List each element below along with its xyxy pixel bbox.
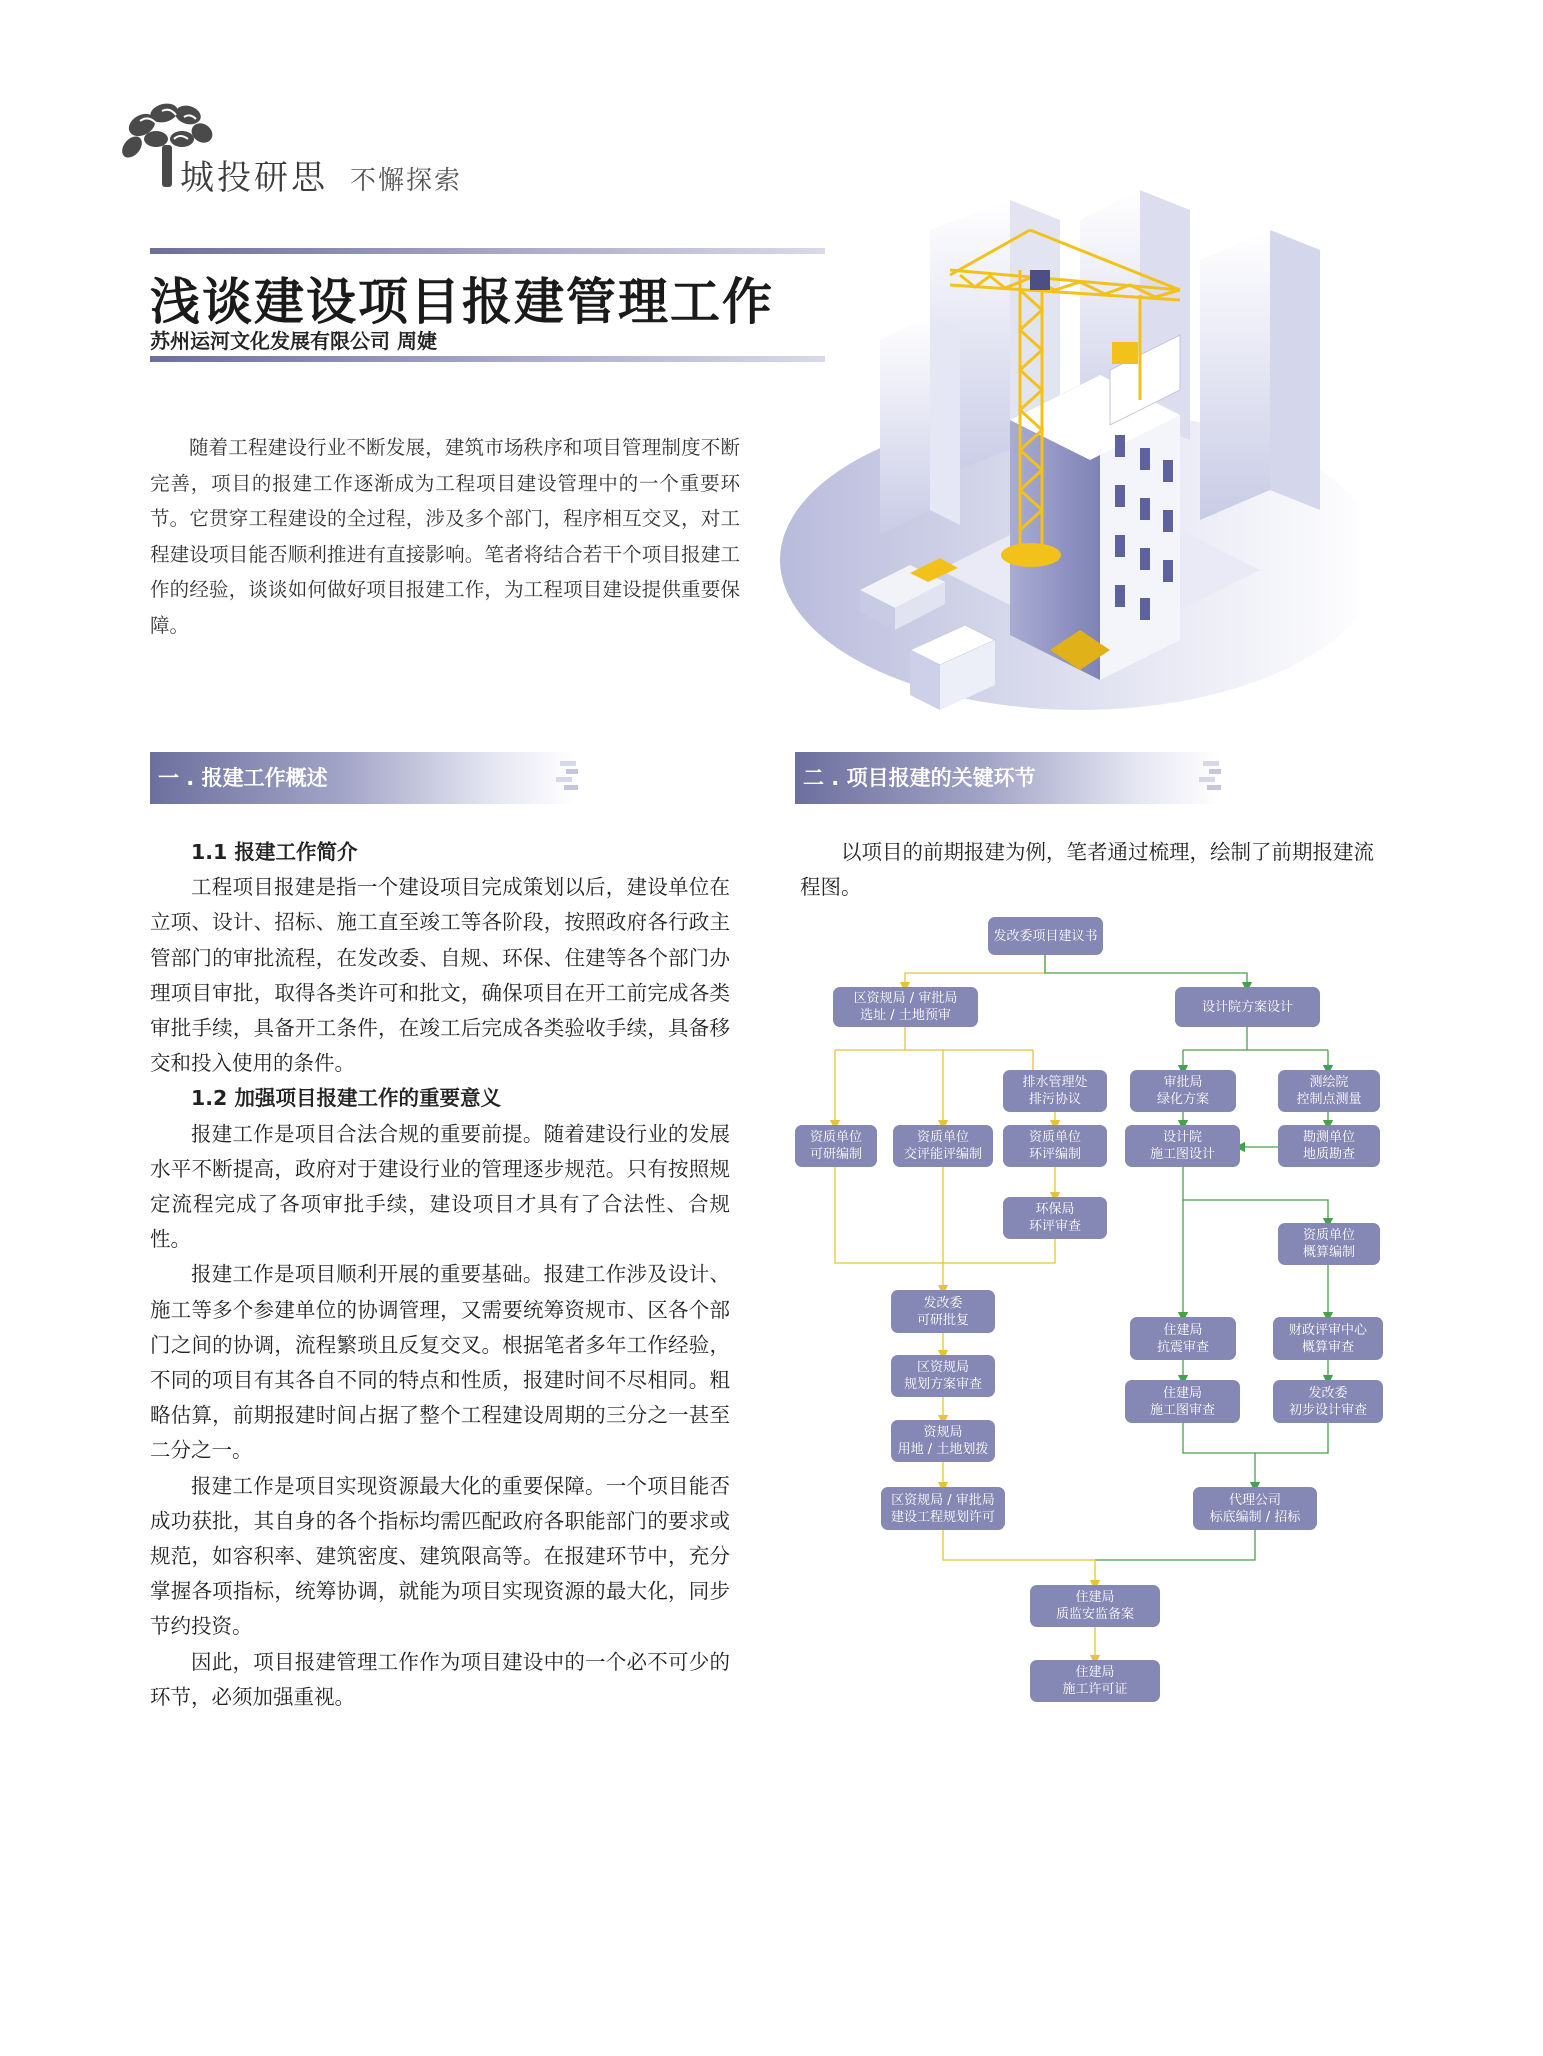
flow-node: 资质单位 环评编制 xyxy=(1003,1125,1107,1167)
flow-node: 发改委 可研批复 xyxy=(891,1290,995,1333)
abstract-paragraph: 随着工程建设行业不断发展，建筑市场秩序和项目管理制度不断完善，项目的报建工作逐渐成为工程项目建设管理中的一个重要环节。它贯穿工程建设的全过程，涉及多个部门，程序相互交叉，对工程建设项目能否顺利推进有直接影响。笔者将结合若干个项目报建工作的经验，谈谈如何做好项目报建工作，为工程项目建设提供重要保障。 xyxy=(150,436,740,637)
flow-node: 住建局 质监安监备案 xyxy=(1030,1585,1160,1627)
section-deco-icon xyxy=(1195,759,1223,797)
flow-node: 区资规局 / 审批局 选址 / 土地预审 xyxy=(833,987,978,1027)
paragraph: 报建工作是项目合法合规的重要前提。随着建设行业的发展水平不断提高，政府对于建设行业的管理逐步规范。只有按照规定流程完成了各项审批手续，建设项目才具有了合法性、合规性。 xyxy=(150,1121,730,1252)
section-heading-2: 二 . 项目报建的关键环节 xyxy=(795,752,1220,804)
flow-node: 住建局 抗震审查 xyxy=(1130,1317,1236,1360)
flow-node: 区资规局 规划方案审查 xyxy=(891,1355,995,1397)
flow-node: 审批局 绿化方案 xyxy=(1130,1070,1236,1112)
flow-node: 资质单位 概算编制 xyxy=(1278,1223,1380,1265)
flow-node: 住建局 施工图审查 xyxy=(1125,1380,1240,1423)
brand-name: 城投研思 xyxy=(180,158,328,198)
section1-body xyxy=(150,835,730,1715)
flow-node: 环保局 环评审查 xyxy=(1003,1197,1107,1239)
flow-node: 代理公司 标底编制 / 招标 xyxy=(1193,1487,1317,1530)
flow-node: 勘测单位 地质勘查 xyxy=(1278,1125,1380,1167)
title-top-rule xyxy=(150,248,825,254)
flow-node: 排水管理处 排污协议 xyxy=(1003,1070,1107,1112)
subheading-1-1: 1.1 报建工作简介 xyxy=(191,840,358,864)
section-heading-1: 一 . 报建工作概述 xyxy=(150,752,575,804)
title-bottom-rule xyxy=(150,356,825,362)
construction-illustration xyxy=(780,190,1360,720)
flow-node: 发改委 初步设计审查 xyxy=(1273,1380,1383,1423)
flow-node: 区资规局 / 审批局 建设工程规划许可 xyxy=(881,1487,1005,1530)
paragraph: 报建工作是项目顺利开展的重要基础。报建工作涉及设计、施工等多个参建单位的协调管理，又需要统筹资规市、区各个部门之间的协调，流程繁琐且反复交叉。根据笔者多年工作经验，不同的项目有其各自不同的特点和性质，报建时间不尽相同。粗略估算，前期报建时间占据了整个工程建设周期的三分之一甚至二分之一。 xyxy=(150,1262,730,1463)
author-line: 苏州运河文化发展有限公司 周婕 xyxy=(150,329,437,353)
paragraph: 报建工作是项目实现资源最大化的重要保障。一个项目能否成功获批，其自身的各个指标均需匹配政府各职能部门的要求或规范，如容积率、建筑密度、建筑限高等。在报建环节中，充分掌握各项指标，统筹协调，就能为项目实现资源的最大化，同步节约投资。 xyxy=(150,1473,730,1639)
flow-node: 资质单位 交评能评编制 xyxy=(893,1125,993,1167)
flow-node: 测绘院 控制点测量 xyxy=(1278,1070,1380,1112)
flow-node: 资质单位 可研编制 xyxy=(795,1125,877,1167)
flow-node: 资规局 用地 / 土地划拨 xyxy=(891,1420,995,1462)
flow-node: 设计院方案设计 xyxy=(1175,987,1320,1027)
brand-slogan: 不懈探索 xyxy=(350,166,463,196)
flow-node: 发改委项目建议书 xyxy=(988,917,1103,955)
approval-flowchart xyxy=(795,905,1395,1735)
flow-node: 设计院 施工图设计 xyxy=(1125,1125,1240,1167)
paragraph: 工程项目报建是指一个建设项目完成策划以后，建设单位在立项、设计、招标、施工直至竣工等各阶段，按照政府各行政主管部门的审批流程，在发改委、自规、环保、住建等各个部门办理项目审批，取得各类许可和批文，确保项目在开工前完成各类审批手续，具备开工条件，在竣工后完成各类验收手续，具备移交和投入使用的条件。 xyxy=(150,875,730,1076)
paragraph: 因此，项目报建管理工作作为项目建设中的一个必不可少的环节，必须加强重视。 xyxy=(150,1649,730,1709)
section2-intro: 以项目的前期报建为例，笔者通过梳理，绘制了前期报建流程图。 xyxy=(800,840,1374,900)
subheading-1-2: 1.2 加强项目报建工作的重要意义 xyxy=(191,1086,501,1111)
flow-node: 财政评审中心 概算审查 xyxy=(1273,1317,1383,1360)
section-deco-icon xyxy=(552,759,580,797)
flow-node: 住建局 施工许可证 xyxy=(1030,1660,1160,1702)
page-title: 浅谈建设项目报建管理工作 xyxy=(150,273,774,331)
